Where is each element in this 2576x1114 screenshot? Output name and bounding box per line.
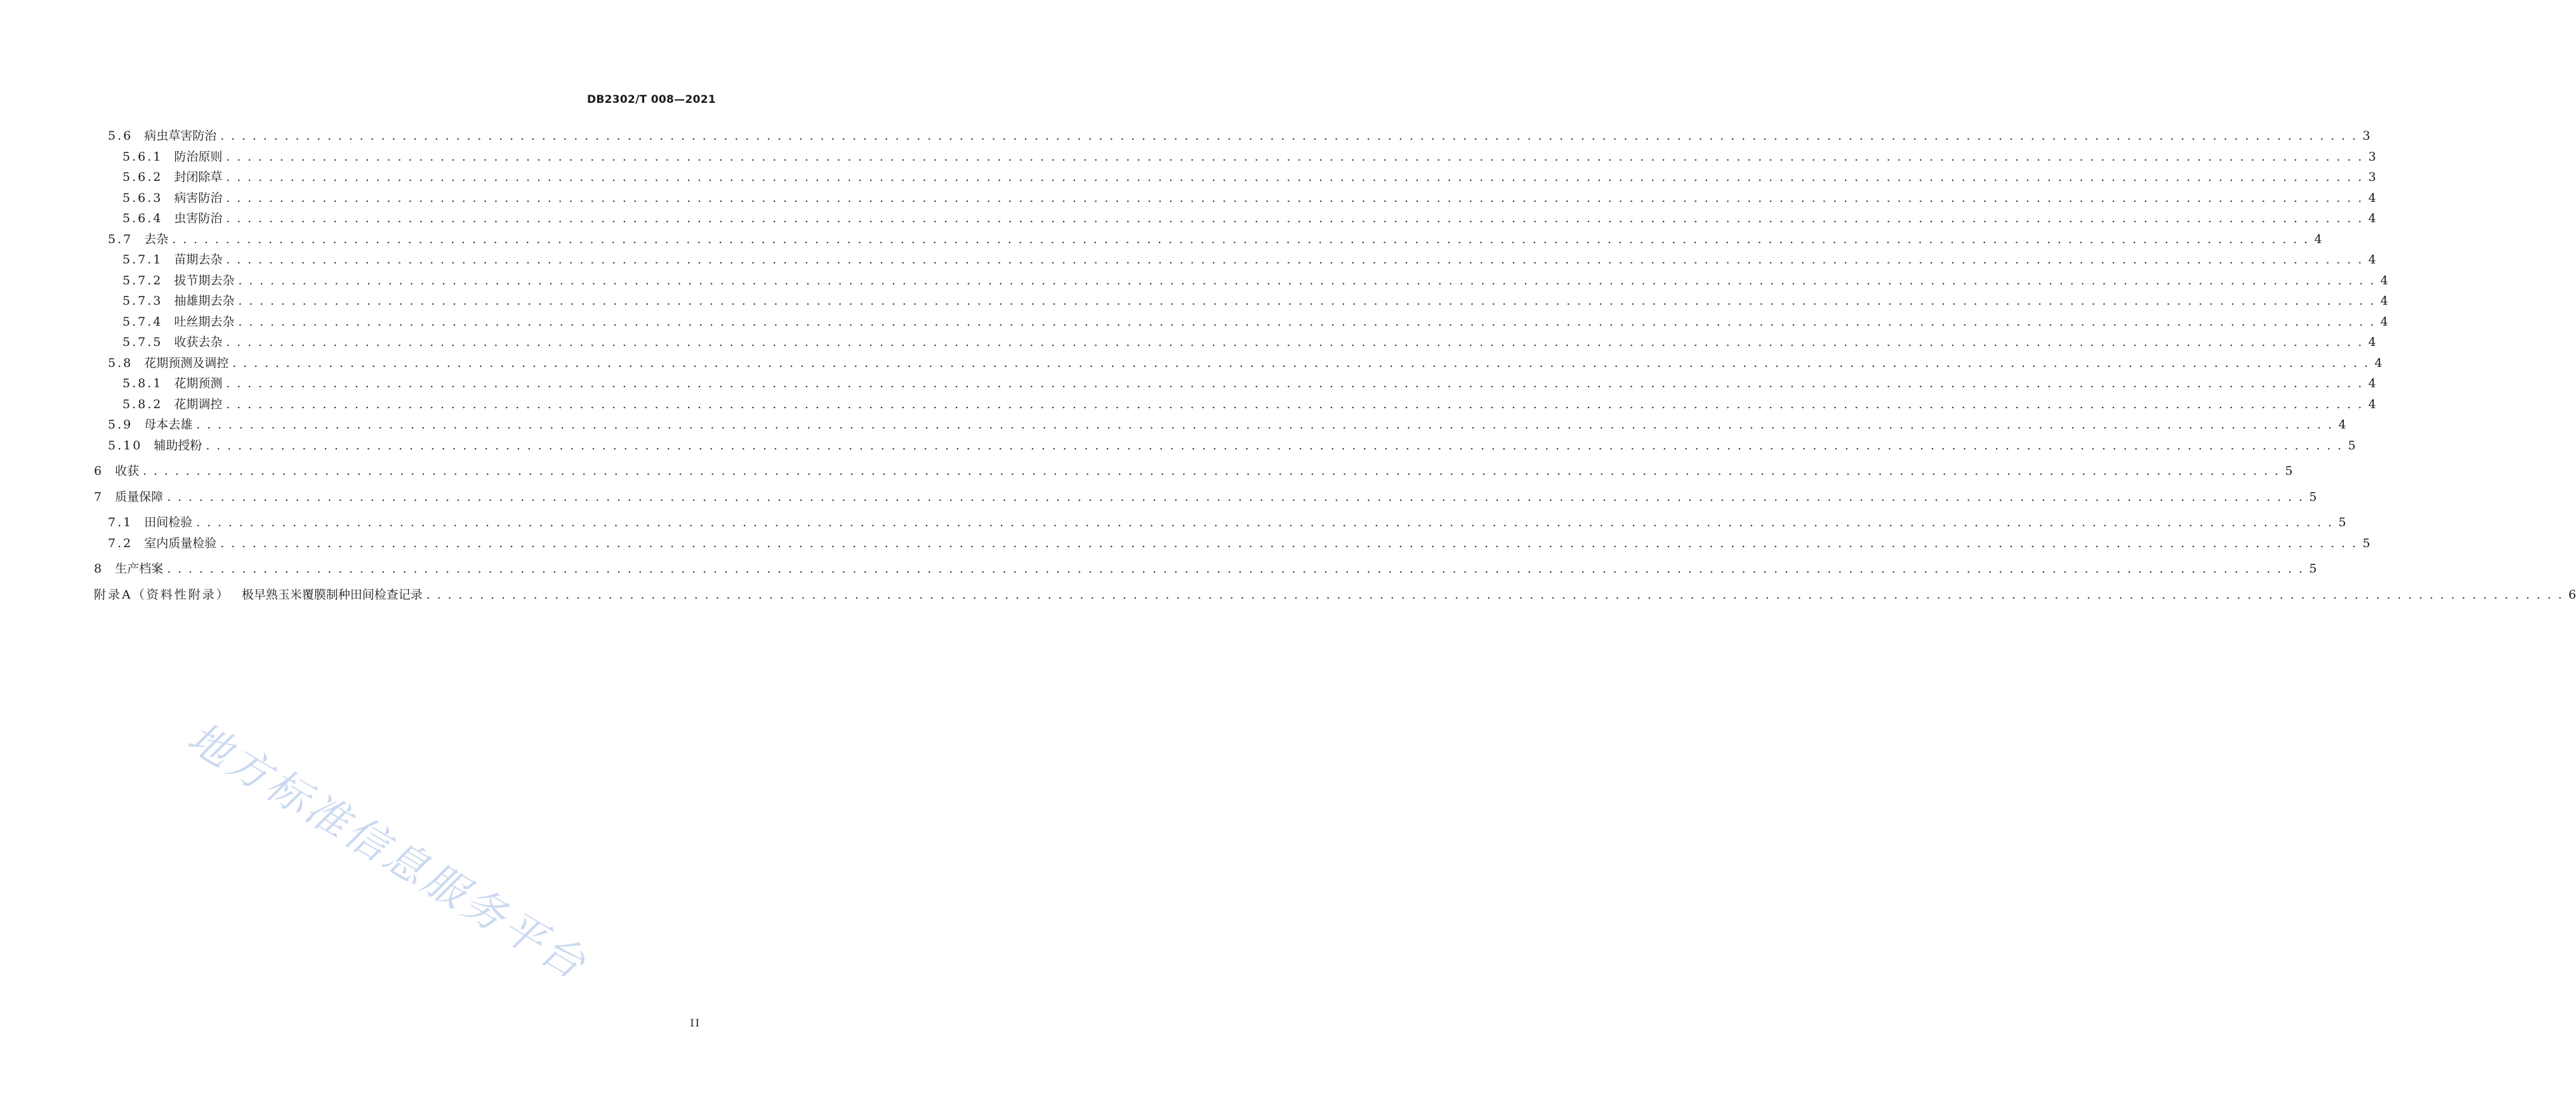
toc-entry-title: 苗期去杂 xyxy=(174,253,223,267)
toc-entry[interactable] xyxy=(0,250,2376,269)
toc-leader-dots: . . . . . . . . . . . . . . . . . . . . . . . . . . . . . . . . . . . . . . . . . . . . . . . . . . . . . . . . . . . . . . . . . . . . . . . . . . . . . . . . . . . . . . . . . . . . . . . . . . . . . . . . . . . . . . . . . . . . . . . . . . . . . . . . . . . . . . . . . . . . . . . . . . . . . . . . . . . . . . . . . . . . . . . . . . . . . . . . . . . . . . . . . . . . . . . . . . . . . . . . xyxy=(226,397,2363,411)
toc-entry-page: 4 xyxy=(2368,211,2376,225)
toc-entry-title: 极早熟玉米覆膜制种田间检查记录 xyxy=(241,587,423,602)
page-number: II xyxy=(690,1017,701,1029)
toc-leader-dots: . . . . . . . . . . . . . . . . . . . . . . . . . . . . . . . . . . . . . . . . . . . . . . . . . . . . . . . . . . . . . . . . . . . . . . . . . . . . . . . . . . . . . . . . . . . . . . . . . . . . . . . . . . . . . . . . . . . . . . . . . . . . . . . . . . . . . . . . . . . . . . . . . . . . . . . . . . . . . . . . . . . . . . . . . . . . . . . . . . . . . . . . . . . . . . . . . . . . . . . . xyxy=(220,129,2358,143)
toc-entry-number: 5.6.3 xyxy=(122,190,163,205)
toc-entry-title: 病虫草害防治 xyxy=(144,129,217,143)
toc-entry-title: 封闭除草 xyxy=(174,170,223,184)
toc-entry[interactable] xyxy=(0,291,2388,310)
toc-entry-number: 5.7.3 xyxy=(122,294,163,308)
toc-entry-title: 收获去杂 xyxy=(174,335,223,349)
toc-leader-dots: . . . . . . . . . . . . . . . . . . . . . . . . . . . . . . . . . . . . . . . . . . . . . . . . . . . . . . . . . . . . . . . . . . . . . . . . . . . . . . . . . . . . . . . . . . . . . . . . . . . . . . . . . . . . . . . . . . . . . . . . . . . . . . . . . . . . . . . . . . . . . . . . . . . . . . . . . . . . . . . . . . . . . . . . . . . . . . . . . . . . . . . . . . . . . . . . . . . . . . . . xyxy=(196,418,2334,432)
toc-entry[interactable] xyxy=(0,230,2322,249)
toc-leader-dots: . . . . . . . . . . . . . . . . . . . . . . . . . . . . . . . . . . . . . . . . . . . . . . . . . . . . . . . . . . . . . . . . . . . . . . . . . . . . . . . . . . . . . . . . . . . . . . . . . . . . . . . . . . . . . . . . . . . . . . . . . . . . . . . . . . . . . . . . . . . . . . . . . . . . . . . . . . . . . . . . . . . . . . . . . . . . . . . . . . . . . . . . . . . . . . . . . . . . . . . . xyxy=(196,515,2334,529)
toc-leader-dots: . . . . . . . . . . . . . . . . . . . . . . . . . . . . . . . . . . . . . . . . . . . . . . . . . . . . . . . . . . . . . . . . . . . . . . . . . . . . . . . . . . . . . . . . . . . . . . . . . . . . . . . . . . . . . . . . . . . . . . . . . . . . . . . . . . . . . . . . . . . . . . . . . . . . . . . . . . . . . . . . . . . . . . . . . . . . . . . . . . . . . . . . . . . . . . . . . . . . . . . . xyxy=(206,438,2343,453)
toc-entry[interactable] xyxy=(0,436,2356,455)
toc-leader-dots: . . . . . . . . . . . . . . . . . . . . . . . . . . . . . . . . . . . . . . . . . . . . . . . . . . . . . . . . . . . . . . . . . . . . . . . . . . . . . . . . . . . . . . . . . . . . . . . . . . . . . . . . . . . . . . . . . . . . . . . . . . . . . . . . . . . . . . . . . . . . . . . . . . . . . . . . . . . . . . . . . . . . . . . . . . . . . . . . . . . . . . . . . . . . . . . . . . . . . . . . xyxy=(426,587,2564,602)
toc-entry-page: 4 xyxy=(2338,418,2346,432)
toc-entry-number: 5.6.2 xyxy=(122,170,163,184)
toc-entry-title: 病害防治 xyxy=(174,190,223,205)
toc-entry-number: 7 xyxy=(94,489,104,504)
toc-leader-dots: . . . . . . . . . . . . . . . . . . . . . . . . . . . . . . . . . . . . . . . . . . . . . . . . . . . . . . . . . . . . . . . . . . . . . . . . . . . . . . . . . . . . . . . . . . . . . . . . . . . . . . . . . . . . . . . . . . . . . . . . . . . . . . . . . . . . . . . . . . . . . . . . . . . . . . . . . . . . . . . . . . . . . . . . . . . . . . . . . . . . . . . . . . . . . . . . . . . . . . . . xyxy=(226,190,2363,205)
toc-entry[interactable] xyxy=(0,534,2370,553)
toc-entry-page: 5 xyxy=(2285,464,2293,478)
toc-entry-title: 拔节期去杂 xyxy=(174,273,235,288)
toc-leader-dots: . . . . . . . . . . . . . . . . . . . . . . . . . . . . . . . . . . . . . . . . . . . . . . . . . . . . . . . . . . . . . . . . . . . . . . . . . . . . . . . . . . . . . . . . . . . . . . . . . . . . . . . . . . . . . . . . . . . . . . . . . . . . . . . . . . . . . . . . . . . . . . . . . . . . . . . . . . . . . . . . . . . . . . . . . . . . . . . . . . . . . . . . . . . . . . . . . . . . . . . . xyxy=(172,232,2309,246)
toc-entry[interactable] xyxy=(0,374,2376,393)
toc-entry-page: 4 xyxy=(2368,335,2376,349)
toc-entry-number: 6 xyxy=(94,464,104,478)
toc-leader-dots: . . . . . . . . . . . . . . . . . . . . . . . . . . . . . . . . . . . . . . . . . . . . . . . . . . . . . . . . . . . . . . . . . . . . . . . . . . . . . . . . . . . . . . . . . . . . . . . . . . . . . . . . . . . . . . . . . . . . . . . . . . . . . . . . . . . . . . . . . . . . . . . . . . . . . . . . . . . . . . . . . . . . . . . . . . . . . . . . . . . . . . . . . . . . . . . . . . . . . . . . xyxy=(238,273,2375,288)
toc-entry-page: 4 xyxy=(2380,294,2388,308)
toc-leader-dots: . . . . . . . . . . . . . . . . . . . . . . . . . . . . . . . . . . . . . . . . . . . . . . . . . . . . . . . . . . . . . . . . . . . . . . . . . . . . . . . . . . . . . . . . . . . . . . . . . . . . . . . . . . . . . . . . . . . . . . . . . . . . . . . . . . . . . . . . . . . . . . . . . . . . . . . . . . . . . . . . . . . . . . . . . . . . . . . . . . . . . . . . . . . . . . . . . . . . . . . . xyxy=(167,489,2304,504)
toc-entry[interactable] xyxy=(0,461,2293,481)
toc-entry-page: 5 xyxy=(2309,562,2317,576)
toc-entry-page: 5 xyxy=(2309,489,2317,504)
toc-leader-dots: . . . . . . . . . . . . . . . . . . . . . . . . . . . . . . . . . . . . . . . . . . . . . . . . . . . . . . . . . . . . . . . . . . . . . . . . . . . . . . . . . . . . . . . . . . . . . . . . . . . . . . . . . . . . . . . . . . . . . . . . . . . . . . . . . . . . . . . . . . . . . . . . . . . . . . . . . . . . . . . . . . . . . . . . . . . . . . . . . . . . . . . . . . . . . . . . . . . . . . . . xyxy=(232,355,2370,370)
toc-entry-number: 5.10 xyxy=(108,438,143,453)
toc-entry-page: 4 xyxy=(2368,397,2376,411)
toc-entry-page: 4 xyxy=(2374,355,2382,370)
toc-entry-number: 7.1 xyxy=(108,515,133,529)
toc-leader-dots: . . . . . . . . . . . . . . . . . . . . . . . . . . . . . . . . . . . . . . . . . . . . . . . . . . . . . . . . . . . . . . . . . . . . . . . . . . . . . . . . . . . . . . . . . . . . . . . . . . . . . . . . . . . . . . . . . . . . . . . . . . . . . . . . . . . . . . . . . . . . . . . . . . . . . . . . . . . . . . . . . . . . . . . . . . . . . . . . . . . . . . . . . . . . . . . . . . . . . . . . xyxy=(226,335,2363,349)
toc-entry-page: 4 xyxy=(2368,190,2376,205)
toc-entry[interactable] xyxy=(0,415,2346,434)
toc-entry-title: 防治原则 xyxy=(174,149,223,164)
toc-entry-number: 5.6.1 xyxy=(122,149,163,164)
toc-entry-title: 生产档案 xyxy=(115,562,164,576)
toc-entry[interactable] xyxy=(0,585,2576,604)
toc-entry-page: 4 xyxy=(2314,232,2322,246)
toc-entry[interactable] xyxy=(0,395,2376,414)
toc-entry-number: 8 xyxy=(94,562,104,576)
toc-entry-number: 7.2 xyxy=(108,536,133,550)
toc-entry-page: 5 xyxy=(2348,438,2356,453)
toc-entry-number: 5.7.2 xyxy=(122,273,163,288)
toc-entry-page: 6 xyxy=(2568,587,2576,602)
toc-entry-number: 5.7 xyxy=(108,232,133,246)
toc-entry-page: 5 xyxy=(2338,515,2346,529)
toc-entry-page: 3 xyxy=(2368,149,2376,164)
toc-entry-page: 3 xyxy=(2362,129,2370,143)
toc-entry-number: 5.8 xyxy=(108,355,133,370)
toc-entry[interactable] xyxy=(0,168,2376,187)
toc-entry[interactable] xyxy=(0,271,2388,290)
toc-entry-title: 吐丝期去杂 xyxy=(174,314,235,329)
toc-entry-page: 5 xyxy=(2362,536,2370,550)
toc-leader-dots: . . . . . . . . . . . . . . . . . . . . . . . . . . . . . . . . . . . . . . . . . . . . . . . . . . . . . . . . . . . . . . . . . . . . . . . . . . . . . . . . . . . . . . . . . . . . . . . . . . . . . . . . . . . . . . . . . . . . . . . . . . . . . . . . . . . . . . . . . . . . . . . . . . . . . . . . . . . . . . . . . . . . . . . . . . . . . . . . . . . . . . . . . . . . . . . . . . . . . . . . xyxy=(238,314,2375,329)
toc-leader-dots: . . . . . . . . . . . . . . . . . . . . . . . . . . . . . . . . . . . . . . . . . . . . . . . . . . . . . . . . . . . . . . . . . . . . . . . . . . . . . . . . . . . . . . . . . . . . . . . . . . . . . . . . . . . . . . . . . . . . . . . . . . . . . . . . . . . . . . . . . . . . . . . . . . . . . . . . . . . . . . . . . . . . . . . . . . . . . . . . . . . . . . . . . . . . . . . . . . . . . . . . xyxy=(226,376,2363,390)
toc-entry-number: 5.7.5 xyxy=(122,335,163,349)
toc-entry[interactable] xyxy=(0,333,2376,352)
toc-leader-dots: . . . . . . . . . . . . . . . . . . . . . . . . . . . . . . . . . . . . . . . . . . . . . . . . . . . . . . . . . . . . . . . . . . . . . . . . . . . . . . . . . . . . . . . . . . . . . . . . . . . . . . . . . . . . . . . . . . . . . . . . . . . . . . . . . . . . . . . . . . . . . . . . . . . . . . . . . . . . . . . . . . . . . . . . . . . . . . . . . . . . . . . . . . . . . . . . . . . . . . . . xyxy=(226,253,2363,267)
toc-entry-page: 3 xyxy=(2368,170,2376,184)
toc-entry[interactable] xyxy=(0,354,2382,373)
toc-entry[interactable] xyxy=(0,487,2317,507)
toc-entry-number: 5.6 xyxy=(108,129,133,143)
toc-entry-title: 辅助授粉 xyxy=(154,438,202,453)
toc-entry-number: 5.8.2 xyxy=(122,397,163,411)
standard-code: DB2302/T 008—2021 xyxy=(586,93,716,106)
toc-entry-title: 花期预测 xyxy=(174,376,223,390)
toc-leader-dots: . . . . . . . . . . . . . . . . . . . . . . . . . . . . . . . . . . . . . . . . . . . . . . . . . . . . . . . . . . . . . . . . . . . . . . . . . . . . . . . . . . . . . . . . . . . . . . . . . . . . . . . . . . . . . . . . . . . . . . . . . . . . . . . . . . . . . . . . . . . . . . . . . . . . . . . . . . . . . . . . . . . . . . . . . . . . . . . . . . . . . . . . . . . . . . . . . . . . . . . . xyxy=(226,149,2363,164)
toc-entry-page: 4 xyxy=(2380,273,2388,288)
toc-entry[interactable] xyxy=(0,126,2370,145)
toc-leader-dots: . . . . . . . . . . . . . . . . . . . . . . . . . . . . . . . . . . . . . . . . . . . . . . . . . . . . . . . . . . . . . . . . . . . . . . . . . . . . . . . . . . . . . . . . . . . . . . . . . . . . . . . . . . . . . . . . . . . . . . . . . . . . . . . . . . . . . . . . . . . . . . . . . . . . . . . . . . . . . . . . . . . . . . . . . . . . . . . . . . . . . . . . . . . . . . . . . . . . . . . . xyxy=(226,170,2363,184)
toc-entry-number: 5.7.1 xyxy=(122,253,163,267)
toc-entry-number: 5.7.4 xyxy=(122,314,163,329)
toc-leader-dots: . . . . . . . . . . . . . . . . . . . . . . . . . . . . . . . . . . . . . . . . . . . . . . . . . . . . . . . . . . . . . . . . . . . . . . . . . . . . . . . . . . . . . . . . . . . . . . . . . . . . . . . . . . . . . . . . . . . . . . . . . . . . . . . . . . . . . . . . . . . . . . . . . . . . . . . . . . . . . . . . . . . . . . . . . . . . . . . . . . . . . . . . . . . . . . . . . . . . . . . . xyxy=(238,294,2375,308)
toc-entry-page: 4 xyxy=(2368,376,2376,390)
toc-entry-number: 5.9 xyxy=(108,418,133,432)
watermark: 地方标准信息服务平台 xyxy=(179,712,597,990)
toc-leader-dots: . . . . . . . . . . . . . . . . . . . . . . . . . . . . . . . . . . . . . . . . . . . . . . . . . . . . . . . . . . . . . . . . . . . . . . . . . . . . . . . . . . . . . . . . . . . . . . . . . . . . . . . . . . . . . . . . . . . . . . . . . . . . . . . . . . . . . . . . . . . . . . . . . . . . . . . . . . . . . . . . . . . . . . . . . . . . . . . . . . . . . . . . . . . . . . . . . . . . . . . . xyxy=(167,562,2304,576)
toc-entry-title: 质量保障 xyxy=(115,489,164,504)
toc-entry-title: 花期预测及调控 xyxy=(144,355,229,370)
toc-leader-dots: . . . . . . . . . . . . . . . . . . . . . . . . . . . . . . . . . . . . . . . . . . . . . . . . . . . . . . . . . . . . . . . . . . . . . . . . . . . . . . . . . . . . . . . . . . . . . . . . . . . . . . . . . . . . . . . . . . . . . . . . . . . . . . . . . . . . . . . . . . . . . . . . . . . . . . . . . . . . . . . . . . . . . . . . . . . . . . . . . . . . . . . . . . . . . . . . . . . . . . . . xyxy=(143,464,2280,478)
toc-entry-title: 花期调控 xyxy=(174,397,223,411)
toc-entry[interactable] xyxy=(0,147,2376,166)
toc-entry[interactable] xyxy=(0,189,2376,208)
toc-entry-title: 田间检验 xyxy=(144,515,193,529)
toc-entry-title: 虫害防治 xyxy=(174,211,223,225)
toc-entry-title: 室内质量检验 xyxy=(144,536,217,550)
toc-entry-title: 母本去雄 xyxy=(144,418,193,432)
toc-entry-page: 4 xyxy=(2380,314,2388,329)
toc-entry-page: 4 xyxy=(2368,253,2376,267)
toc-entry-number: 5.8.1 xyxy=(122,376,163,390)
toc-entry-number: 附录A（资料性附录） xyxy=(94,587,230,602)
toc-leader-dots: . . . . . . . . . . . . . . . . . . . . . . . . . . . . . . . . . . . . . . . . . . . . . . . . . . . . . . . . . . . . . . . . . . . . . . . . . . . . . . . . . . . . . . . . . . . . . . . . . . . . . . . . . . . . . . . . . . . . . . . . . . . . . . . . . . . . . . . . . . . . . . . . . . . . . . . . . . . . . . . . . . . . . . . . . . . . . . . . . . . . . . . . . . . . . . . . . . . . . . . . xyxy=(226,211,2363,225)
toc-entry-number: 5.6.4 xyxy=(122,211,163,225)
toc-entry-title: 抽雄期去杂 xyxy=(174,294,235,308)
toc-leader-dots: . . . . . . . . . . . . . . . . . . . . . . . . . . . . . . . . . . . . . . . . . . . . . . . . . . . . . . . . . . . . . . . . . . . . . . . . . . . . . . . . . . . . . . . . . . . . . . . . . . . . . . . . . . . . . . . . . . . . . . . . . . . . . . . . . . . . . . . . . . . . . . . . . . . . . . . . . . . . . . . . . . . . . . . . . . . . . . . . . . . . . . . . . . . . . . . . . . . . . . . . xyxy=(220,536,2358,550)
toc-entry[interactable] xyxy=(0,513,2346,532)
toc-entry[interactable] xyxy=(0,559,2317,578)
toc-entry-title: 去杂 xyxy=(144,232,169,246)
toc-entry[interactable] xyxy=(0,209,2376,228)
toc-entry[interactable] xyxy=(0,312,2388,331)
toc-entry-title: 收获 xyxy=(115,464,140,478)
